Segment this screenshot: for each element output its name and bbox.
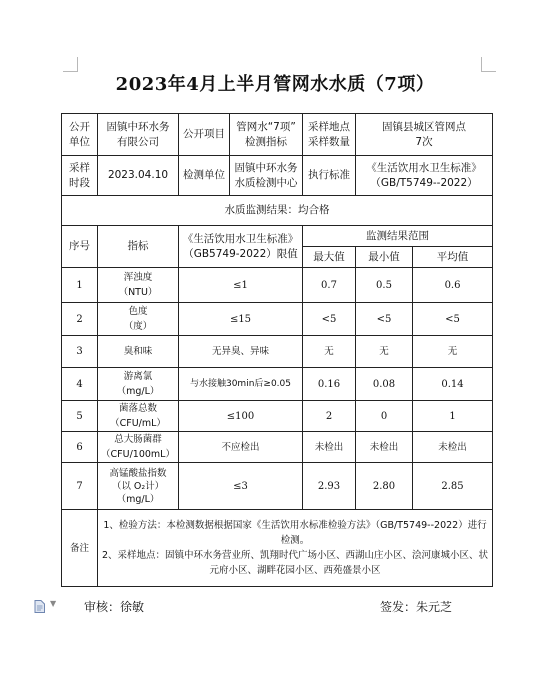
value-testing-unit: 固镇中环水务 水质检测中心 xyxy=(230,156,303,196)
header-avg: 平均值 xyxy=(413,247,493,268)
cell-no: 7 xyxy=(62,463,98,510)
cell-limit: ≤100 xyxy=(179,401,303,432)
header-indicator: 指标 xyxy=(98,226,179,268)
cell-limit: ≤1 xyxy=(179,268,303,303)
cell-min: 无 xyxy=(356,336,413,368)
cell-max: 0.16 xyxy=(303,368,356,401)
cell-limit: 无异臭、异味 xyxy=(179,336,303,368)
cell-min: 0 xyxy=(356,401,413,432)
cell-avg: 2.85 xyxy=(413,463,493,510)
cell-avg: 无 xyxy=(413,336,493,368)
cell-no: 3 xyxy=(62,336,98,368)
cell-no: 6 xyxy=(62,432,98,463)
cell-max: 未检出 xyxy=(303,432,356,463)
table-row xyxy=(62,303,493,336)
page-title: 2023年4月上半月管网水水质（7项） xyxy=(115,74,435,95)
cell-min: 0.5 xyxy=(356,268,413,303)
cell-indicator: 总大肠菌群 （CFU/100mL） xyxy=(98,432,179,463)
cell-min: 未检出 xyxy=(356,432,413,463)
note-sampling-sites: 2、采样地点：固镇中环水务营业所、凯翔时代广场小区、西湖山庄小区、浍河康城小区、状元府小区、湖畔花园小区、西苑盛景小区 xyxy=(101,550,489,576)
cell-min: 2.80 xyxy=(356,463,413,510)
info-row xyxy=(62,156,493,196)
cell-indicator: 色度 （度） xyxy=(98,303,179,336)
info-row xyxy=(62,114,493,156)
value-standard: 《生活饮用水卫生标准》 （GB/T5749--2022） xyxy=(356,156,493,196)
notes-content xyxy=(98,510,493,587)
cell-indicator: 菌落总数 （CFU/mL） xyxy=(98,401,179,432)
cell-indicator: 臭和味 xyxy=(98,336,179,368)
header-row xyxy=(62,226,493,247)
cell-no: 2 xyxy=(62,303,98,336)
cell-no: 5 xyxy=(62,401,98,432)
water-quality-table xyxy=(61,113,493,587)
cell-max: 无 xyxy=(303,336,356,368)
cell-avg: 0.14 xyxy=(413,368,493,401)
cell-limit: ≤3 xyxy=(179,463,303,510)
chevron-down-icon[interactable]: ▼ xyxy=(50,599,57,608)
value-sampling-site: 固镇县城区管网点 7次 xyxy=(356,114,493,156)
cell-avg: <5 xyxy=(413,303,493,336)
cell-min: 0.08 xyxy=(356,368,413,401)
cell-min: <5 xyxy=(356,303,413,336)
table-row xyxy=(62,268,493,303)
value-project: 管网水“7项” 检测指标 xyxy=(230,114,303,156)
cell-no: 4 xyxy=(62,368,98,401)
cell-limit: 与水接触30min后≥0.05 xyxy=(179,368,303,401)
table-row xyxy=(62,463,493,510)
cell-avg: 未检出 xyxy=(413,432,493,463)
header-range: 监测结果范围 xyxy=(303,226,493,247)
cell-avg: 1 xyxy=(413,401,493,432)
cell-avg: 0.6 xyxy=(413,268,493,303)
result-summary-row xyxy=(62,196,493,226)
notes-label: 备注 xyxy=(62,510,98,587)
cell-indicator: 浑浊度 （NTU） xyxy=(98,268,179,303)
cell-max: 2.93 xyxy=(303,463,356,510)
cell-max: <5 xyxy=(303,303,356,336)
label-project: 公开项目 xyxy=(179,114,230,156)
cell-indicator: 游离氯 （mg/L） xyxy=(98,368,179,401)
table-row xyxy=(62,368,493,401)
table-row xyxy=(62,401,493,432)
value-sampling-period: 2023.04.10 xyxy=(98,156,179,196)
cell-no: 1 xyxy=(62,268,98,303)
label-sampling-period: 采样 时段 xyxy=(62,156,98,196)
auditor-signature: 审核：徐敏 xyxy=(84,600,145,614)
issuer-signature: 签发：朱元芝 xyxy=(380,600,453,614)
header-min: 最小值 xyxy=(356,247,413,268)
note-testing-method: 1、检验方法：本检测数据根据国家《生活饮用水标准检验方法》（GB/T5749--2022）进行检测。 xyxy=(103,520,487,546)
table-row xyxy=(62,336,493,368)
label-testing-unit: 检测单位 xyxy=(179,156,230,196)
value-publisher: 固镇中环水务 有限公司 xyxy=(98,114,179,156)
cell-indicator: 高锰酸盐指数 （以 O₂计） （mg/L） xyxy=(98,463,179,510)
result-summary: 水质监测结果：均合格 xyxy=(62,196,493,226)
label-standard: 执行标准 xyxy=(303,156,356,196)
notes-row xyxy=(62,510,493,587)
label-publisher: 公开 单位 xyxy=(62,114,98,156)
table-row xyxy=(62,432,493,463)
header-no: 序号 xyxy=(62,226,98,268)
cell-limit: 不应检出 xyxy=(179,432,303,463)
cell-max: 0.7 xyxy=(303,268,356,303)
header-max: 最大值 xyxy=(303,247,356,268)
cell-max: 2 xyxy=(303,401,356,432)
header-limit: 《生活饮用水卫生标准》 （GB5749-2022）限值 xyxy=(179,226,303,268)
cell-limit: ≤15 xyxy=(179,303,303,336)
label-sampling-site: 采样地点 采样数量 xyxy=(303,114,356,156)
document-icon[interactable] xyxy=(34,600,45,613)
